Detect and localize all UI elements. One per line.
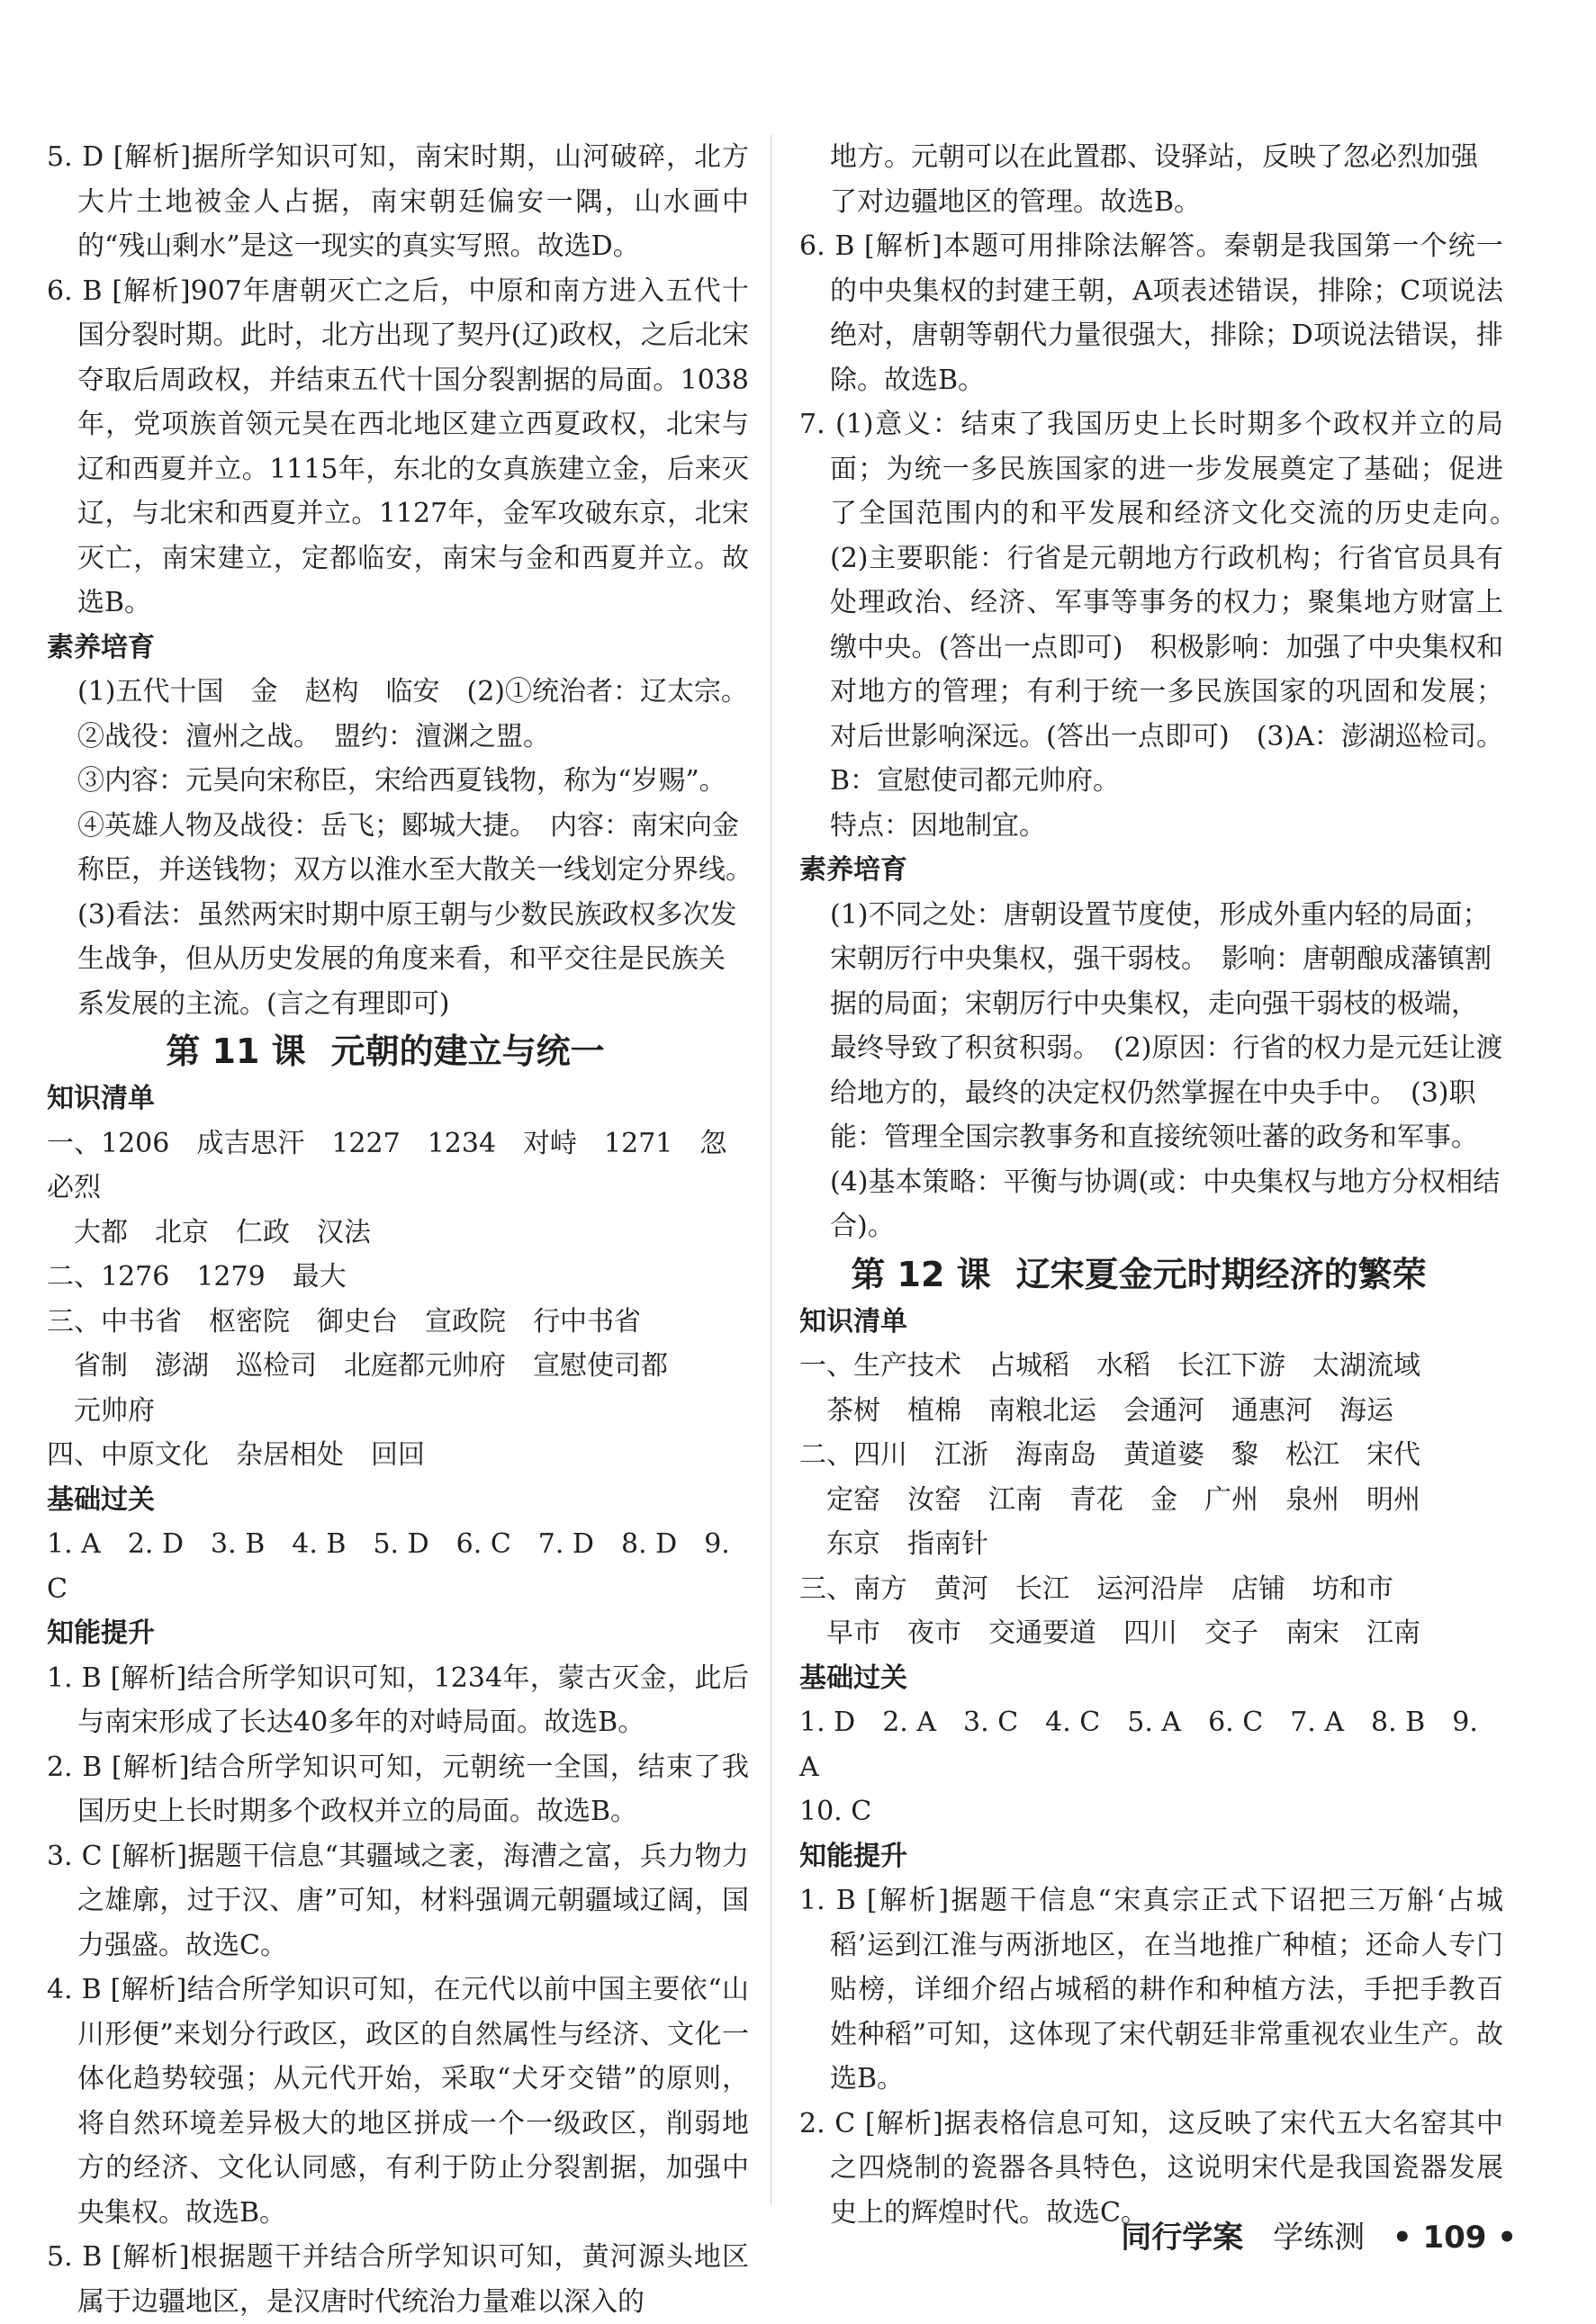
answer-5: 5. D [解析]据所学知识可知，南宋时期，山河破碎，北方大片土地被金人占据，南宋朝廷偏安一隅，山水画中的“残山剩水”是这一现实的真实写照。故选D。: [47, 141, 749, 262]
zhineng-answer-1: 1. B [解析]据题干信息“宋真宗正式下诏把三万斛‘占城稻’运到江淮与两浙地区，在当地推广种植；还命人专门贴榜，详细介绍占城稻的耕作和种植方法，手把手教百姓种稻”可知，这体现了宋代朝廷非常重视农业生产。故选B。: [799, 1885, 1503, 2094]
zhineng-answer-1: 1. B [解析]结合所学知识可知，1234年，蒙古灭金，此后与南宋形成了长达40多年的对峙局面。故选B。: [47, 1662, 749, 1738]
answer-6: 6. B [解析]907年唐朝灭亡之后，中原和南方进入五代十国分裂时期。此时，北方出现了契丹(辽)政权，之后北宋夺取后周政权，并结束五代十国分裂割据的局面。1038年，党项族首领元昊在西北地区建立西夏政权，北宋与辽和西夏并立。1115年，东北的女真族建立金，后来灭辽，与北宋和西夏并立。1127年，金军攻破东京，北宋灭亡，南宋建立，定都临安，南宋与金和西夏并立。故选B。: [47, 275, 749, 618]
section-heading-jichu: 基础过关: [799, 1662, 907, 1694]
suyang-part-1: (1)五代十国 金 赵构 临安 (2)①统治者：辽太宗。 ②战役：澶州之战。 盟约：澶渊之盟。: [77, 676, 762, 752]
zhishi-line: 定窑 汝窑 江南 青花 金 广州 泉州 明州: [826, 1483, 1420, 1516]
suyang-answer: (1)不同之处：唐朝设置节度使，形成外重内轻的局面；宋朝厉行中央集权，强干弱枝。 影响：唐朝酿成藩镇割据的局面；宋朝厉行中央集权，走向强干弱枝的极端，最终导致了积贫积弱。 (2)原因：行省的权力是元廷让渡给地方的，最终的决定权仍然掌握在中央手中。 (3)职能：管理全国宗教事务和直接统领吐蕃的政务和军事。 (4)基本策略：平衡与协调(或：中央集权与地方分权相结合)。: [830, 898, 1503, 1242]
jichu-answers: 1. A 2. D 3. B 4. B 5. D 6. C 7. D 8. D 9. C: [47, 1528, 730, 1605]
zhishi-line: 元帅府: [74, 1394, 155, 1427]
section-heading-zhineng: 知能提升: [47, 1617, 155, 1649]
lesson-name: 辽宋夏金元时期经济的繁荣: [1015, 1254, 1427, 1294]
lesson-number: 第 12 课: [851, 1254, 991, 1294]
zhishi-line: 三、中书省 枢密院 御史台 宣政院 行中书省: [47, 1305, 641, 1338]
answer-7-tail: 特点：因地制宜。: [830, 809, 1046, 842]
lesson-12-title: [799, 1251, 1503, 1298]
right-column: [799, 135, 1530, 2235]
page-number: • 109 •: [1392, 2220, 1517, 2256]
zhishi-line: 一、生产技术 占城稻 水稻 长江下游 太湖流域: [799, 1350, 1420, 1382]
section-heading-suyang: 素养培育: [47, 631, 155, 663]
zhishi-line: 一、1206 成吉思汗 1227 1234 对峙 1271 忽必烈: [47, 1127, 727, 1203]
footer-brand: 同行学案: [1121, 2220, 1244, 2256]
zhishi-line: 大都 北京 仁政 汉法: [74, 1216, 371, 1248]
zhishi-line: 四、中原文化 杂居相处 回回: [47, 1439, 425, 1471]
zhineng-answer-3: 3. C [解析]据题干信息“其疆域之袤，海漕之富，兵力物力之雄廓，过于汉、唐”可知，材料强调元朝疆域辽阔，国力强盛。故选C。: [47, 1840, 749, 1961]
zhineng-answer-2: 2. B [解析]结合所学知识可知，元朝统一全国，结束了我国历史上长时期多个政权并立的局面。故选B。: [47, 1751, 749, 1827]
zhishi-line: 东京 指南针: [826, 1528, 988, 1560]
section-heading-zhishi: 知识清单: [799, 1305, 907, 1338]
zhineng-answer-4: 4. B [解析]结合所学知识可知，在元代以前中国主要依“山川形便”来划分行政区，政区的自然属性与经济、文化一体化趋势较强；从元代开始，采取“犬牙交错”的原则，将自然环境差异极大的地区拼成一个一级政区，削弱地方的经济、文化认同感，有利于防止分裂割据，加强中央集权。故选B。: [47, 1974, 749, 2229]
section-heading-zhishi: 知识清单: [47, 1083, 155, 1114]
answer-7: 7. (1)意义：结束了我国历史上长时期多个政权并立的局面；为统一多民族国家的进一步发展奠定了基础；促进了全国范围内的和平发展和经济文化交流的历史走向。 (2)主要职能：行省是元朝地方行政机构；行省官员具有处理政治、经济、军事等事务的权力；聚集地方财富上缴中央。(答出一点即可) 积极影响：加强了中央集权和对地方的管理；有利于统一多民族国家的巩固和发展；对后世影响深远。(答出一点即可) (3)A：澎湖巡检司。B：宣慰使司都元帅府。: [799, 409, 1530, 797]
jichu-answers: 1. D 2. A 3. C 4. C 5. A 6. C 7. A 8. B 9. A: [799, 1707, 1478, 1783]
jichu-answers: 10. C: [799, 1796, 872, 1827]
lesson-name: 元朝的建立与统一: [330, 1031, 605, 1071]
lesson-11-title: [47, 1028, 749, 1075]
section-heading-zhineng: 知能提升: [799, 1840, 907, 1872]
page-footer: [1121, 2212, 1517, 2256]
zhishi-line: 早市 夜市 交通要道 四川 交子 南宋 江南: [826, 1617, 1420, 1649]
lesson-number: 第 11 课: [166, 1031, 306, 1071]
section-heading-jichu: 基础过关: [47, 1483, 155, 1516]
zhineng-answer-2: 2. C [解析]据表格信息可知，这反映了宋代五大名窑其中之四烧制的瓷器各具特色，这说明宋代是我国瓷器发展史上的辉煌时代。故选C。: [799, 2107, 1503, 2229]
answer-6: 6. B [解析]本题可用排除法解答。秦朝是我国第一个统一的中央集权的封建王朝，A项表述错误，排除；C项说法绝对，唐朝等朝代力量很强大，排除；D项说法错误，排除。故选B。: [799, 230, 1503, 396]
suyang-part-3: ④英雄人物及战役：岳飞；郾城大捷。 内容：南宋向金称臣，并送钱物；双方以淮水至大散关一线划定分界线。 (3)看法：虽然两宋时期中原王朝与少数民族政权多次发生战争，但从历史发展的角度来看，和平交往是民族关系发展的主流。(言之有理即可): [77, 809, 766, 1020]
zhishi-line: 二、四川 江浙 海南岛 黄道婆 黎 松江 宋代: [799, 1439, 1420, 1471]
zhishi-line: 二、1276 1279 最大: [47, 1261, 347, 1293]
left-column: [47, 135, 766, 2324]
zhishi-line: 省制 澎湖 巡检司 北庭都元帅府 宣慰使司都: [74, 1350, 668, 1382]
answer-5-continued: 地方。元朝可以在此置郡、设驿站，反映了忽必烈加强了对边疆地区的管理。故选B。: [830, 141, 1478, 218]
zhineng-answer-5: 5. B [解析]根据题干并结合所学知识可知，黄河源头地区属于边疆地区，是汉唐时代统治力量难以深入的: [47, 2241, 749, 2318]
footer-subtitle: 学练测: [1273, 2220, 1366, 2256]
suyang-part-2: ③内容：元昊向宋称臣，宋给西夏钱物，称为“岁赐”。: [77, 765, 726, 797]
section-heading-suyang: 素养培育: [799, 854, 907, 886]
zhishi-line: 茶树 植棉 南粮北运 会通河 通惠河 海运: [826, 1394, 1393, 1427]
zhishi-line: 三、南方 黄河 长江 运河沿岸 店铺 坊和市: [799, 1572, 1393, 1605]
